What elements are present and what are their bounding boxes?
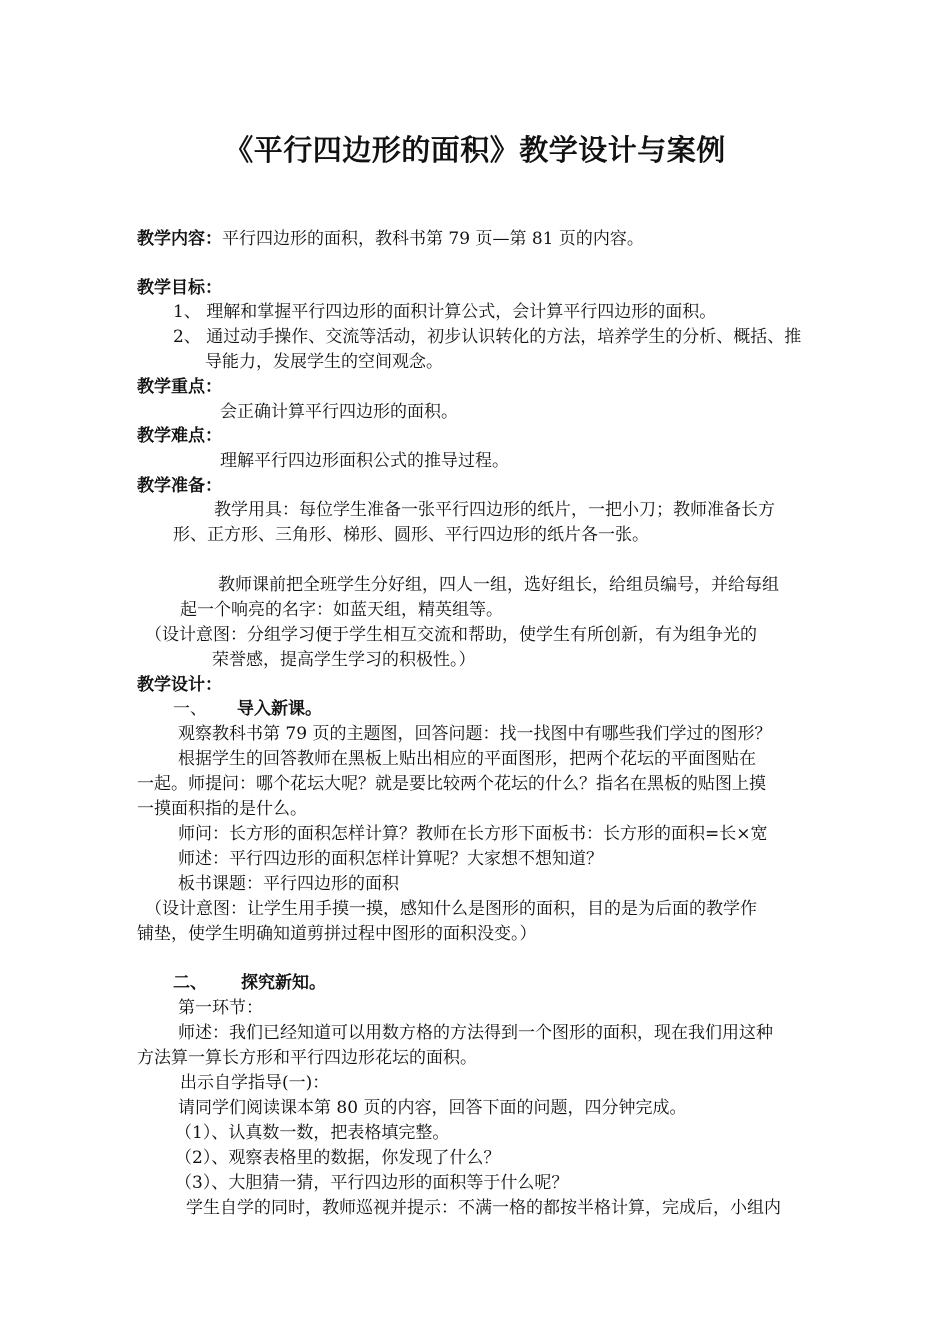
preparation-label: 教学准备： [137, 476, 222, 496]
section-1-paragraph-1: 观察教科书第 79 页的主题图，回答问题：找一找图中有哪些我们学过的图形？ [178, 724, 772, 744]
section-2-question-2: （2）、观察表格里的数据，你发现了什么？ [175, 1148, 501, 1168]
preparation-intent-line-1: （设计意图：分组学习便于学生相互交流和帮助，使学生有所创新，有为组争光的 [145, 625, 757, 645]
section-1-paragraph-2-line-2: 一起。师提问：哪个花坛大呢？就是要比较两个花坛的什么？指名在黑板的贴图上摸 [137, 774, 766, 794]
preparation-intent-line-2: 荣誉感，提高学生学习的积极性。） [212, 650, 476, 670]
preparation-tools-line-2: 形、正方形、三角形、梯形、圆形、平行四边形的纸片各一张。 [173, 525, 649, 545]
section-2-guide: 出示自学指导(一)： [180, 1073, 330, 1093]
section-1-intent-line-1: （设计意图：让学生用手摸一摸，感知什么是图形的面积，目的是为后面的教学作 [145, 899, 757, 919]
section-2-paragraph-1-line-2: 方法算一算长方形和平行四边形花坛的面积。 [137, 1048, 477, 1068]
section-2-paragraph-1-line-1: 师述：我们已经知道可以用数方格的方法得到一个图形的面积，现在我们用这种 [178, 1023, 773, 1043]
section-1-paragraph-2-line-3: 一摸面积指的是什么。 [137, 799, 307, 819]
key-point-label: 教学重点： [137, 377, 222, 397]
difficulty-label: 教学难点： [137, 426, 222, 446]
content-text: 平行四边形的面积，教科书第 79 页—第 81 页的内容。 [222, 229, 644, 249]
section-1-heading [173, 698, 322, 720]
section-2-question-1: （1）、认真数一数，把表格填完整。 [175, 1123, 450, 1143]
section-1-paragraph-3: 师问：长方形的面积怎样计算？教师在长方形下面板书：长方形的面积=长×宽 [178, 824, 768, 844]
document-title: 《平行四边形的面积》教学设计与案例 [224, 133, 726, 167]
content-paragraph [137, 228, 644, 250]
objectives-label: 教学目标： [137, 278, 222, 298]
design-label: 教学设计： [137, 675, 222, 695]
preparation-group-line-1: 教师课前把全班学生分好组，四人一组，选好组长，给组员编号，并给每组 [218, 575, 779, 595]
section-1-intent-line-2: 铺垫，使学生明确知道剪拼过程中图形的面积没变。） [137, 924, 537, 944]
preparation-group-line-2: 起一个响亮的名字：如蓝天组，精英组等。 [180, 600, 503, 620]
objective-item-1: 1、 理解和掌握平行四边形的面积计算公式，会计算平行四边形的面积。 [173, 302, 717, 322]
section-2-last-line: 学生自学的同时，教师巡视并提示：不满一格的都按半格计算，完成后，小组内 [186, 1198, 781, 1218]
section-2-step-label: 第一环节： [178, 998, 263, 1018]
section-1-paragraph-4: 师述：平行四边形的面积怎样计算呢？大家想不想知道？ [178, 849, 603, 869]
section-1-number: 一、 [173, 699, 207, 719]
objective-item-2-line-2: 导能力，发展学生的空间观念。 [205, 352, 443, 372]
section-2-title: 探究新知。 [241, 973, 326, 993]
section-1-paragraph-2-line-1: 根据学生的回答教师在黑板上贴出相应的平面图形，把两个花坛的平面图贴在 [178, 749, 756, 769]
content-label: 教学内容： [137, 229, 222, 249]
section-2-number: 二、 [173, 973, 207, 993]
section-1-paragraph-5: 板书课题：平行四边形的面积 [178, 874, 399, 894]
objective-item-2-line-1: 2、 通过动手操作、交流等活动，初步认识转化的方法，培养学生的分析、概括、推 [173, 327, 802, 347]
section-2-heading [173, 972, 326, 994]
key-point-text: 会正确计算平行四边形的面积。 [220, 402, 458, 422]
difficulty-text: 理解平行四边形面积公式的推导过程。 [220, 451, 509, 471]
section-2-reading-instruction: 请同学们阅读课本第 80 页的内容，回答下面的问题，四分钟完成。 [178, 1098, 687, 1118]
preparation-tools-line-1: 教学用具：每位学生准备一张平行四边形的纸片，一把小刀；教师准备长方 [214, 500, 775, 520]
section-2-question-3: （3）、大胆猜一猜，平行四边形的面积等于什么呢？ [175, 1173, 569, 1193]
section-1-title: 导入新课。 [237, 699, 322, 719]
